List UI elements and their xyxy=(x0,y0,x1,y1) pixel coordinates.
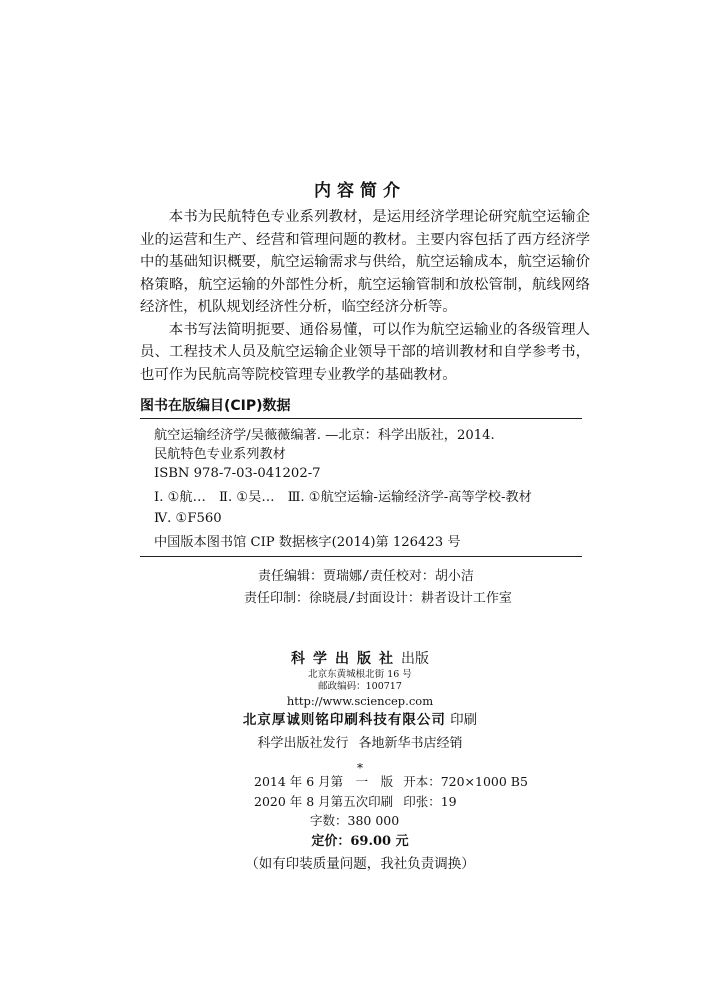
separator-star: * xyxy=(357,761,363,775)
publisher-postcode: 邮政编码：100717 xyxy=(318,681,402,692)
cip-top-rule xyxy=(140,418,582,419)
cip-record-number: 中国版本图书馆 CIP 数据核字(2014)第 126423 号 xyxy=(154,535,461,550)
editor-credits xyxy=(0,566,720,610)
printer-line xyxy=(0,709,720,731)
edition-date: 2014 年 6 月第 一 版 xyxy=(254,774,394,789)
intro-title: 内容简介 xyxy=(314,181,406,201)
editor-credit-line-2: 责任印制：徐晓晨/封面设计：耕者设计工作室 xyxy=(244,591,512,606)
cip-heading: 图书在版编目(CIP)数据 xyxy=(140,398,291,414)
print-sheets: 印张：19 xyxy=(403,793,457,809)
cip-class-line-1: Ⅰ. ①航… Ⅱ. ①吴… Ⅲ. ①航空运输-运输经济学-高等学校-教材 xyxy=(154,490,532,505)
issuer: 科学出版社发行 xyxy=(257,736,349,751)
specs-line-1 xyxy=(0,772,720,792)
cip-line-series: 民航特色专业系列教材 xyxy=(154,447,286,462)
quality-notice: （如有印装质量问题，我社负责调换） xyxy=(245,856,475,872)
word-count: 字数：380 000 xyxy=(310,813,400,828)
publisher-block xyxy=(0,649,720,775)
print-date: 2020 年 8 月第五次印刷 xyxy=(254,793,394,809)
cip-line-isbn: ISBN 978-7-03-041202-7 xyxy=(154,466,321,481)
print-specs xyxy=(0,772,720,831)
intro-paragraph-2: 本书写法简明扼要、通俗易懂，可以作为航空运输业的各级管理人员、工程技术人员及航空运输企业领导干部的培训教材和自学参考书，也可作为民航高等院校管理专业教学的基础教材。 xyxy=(140,321,590,383)
printer-name: 北京厚诚则铭印刷科技有限公司 xyxy=(242,712,446,728)
intro-paragraph-1: 本书为民航特色专业系列教材，是运用经济学理论研究航空运输企业的运营和生产、经营和管理问题的教材。主要内容包括了西方经济学中的基础知识概要，航空运输需求与供给，航空运输成本，航空运输价格策略，航空运输的外部性分析，航空运输管制和放松管制，航线网络经济性，机队规划经济性分析，临空经济分析等。 xyxy=(140,209,590,315)
intro-body xyxy=(140,206,590,386)
printer-suffix: 印刷 xyxy=(450,712,478,728)
specs-line-2 xyxy=(0,792,720,812)
distributor: 各地新华书店经销 xyxy=(358,736,463,751)
distribution-line xyxy=(0,733,720,755)
publisher-name-suffix: 出版 xyxy=(401,651,429,667)
book-format: 开本：720×1000 B5 xyxy=(403,774,528,789)
cip-classification xyxy=(154,487,584,529)
cip-bottom-rule xyxy=(140,556,582,557)
publisher-url: http://www.sciencep.com xyxy=(286,694,434,708)
price: 定价：69.00 元 xyxy=(311,834,409,849)
cip-line-title: 航空运输经济学/吴薇薇编著. —北京：科学出版社，2014. xyxy=(154,428,495,443)
publisher-name: 科学出版社 xyxy=(291,651,401,667)
editor-credit-line-1: 责任编辑：贾瑞娜/责任校对：胡小洁 xyxy=(258,569,474,584)
cip-class-line-2: Ⅳ. ①F560 xyxy=(154,511,222,526)
cip-record xyxy=(154,426,584,483)
publisher-name-line xyxy=(0,649,720,669)
publisher-address: 北京东黄城根北街 16 号 xyxy=(308,669,412,680)
